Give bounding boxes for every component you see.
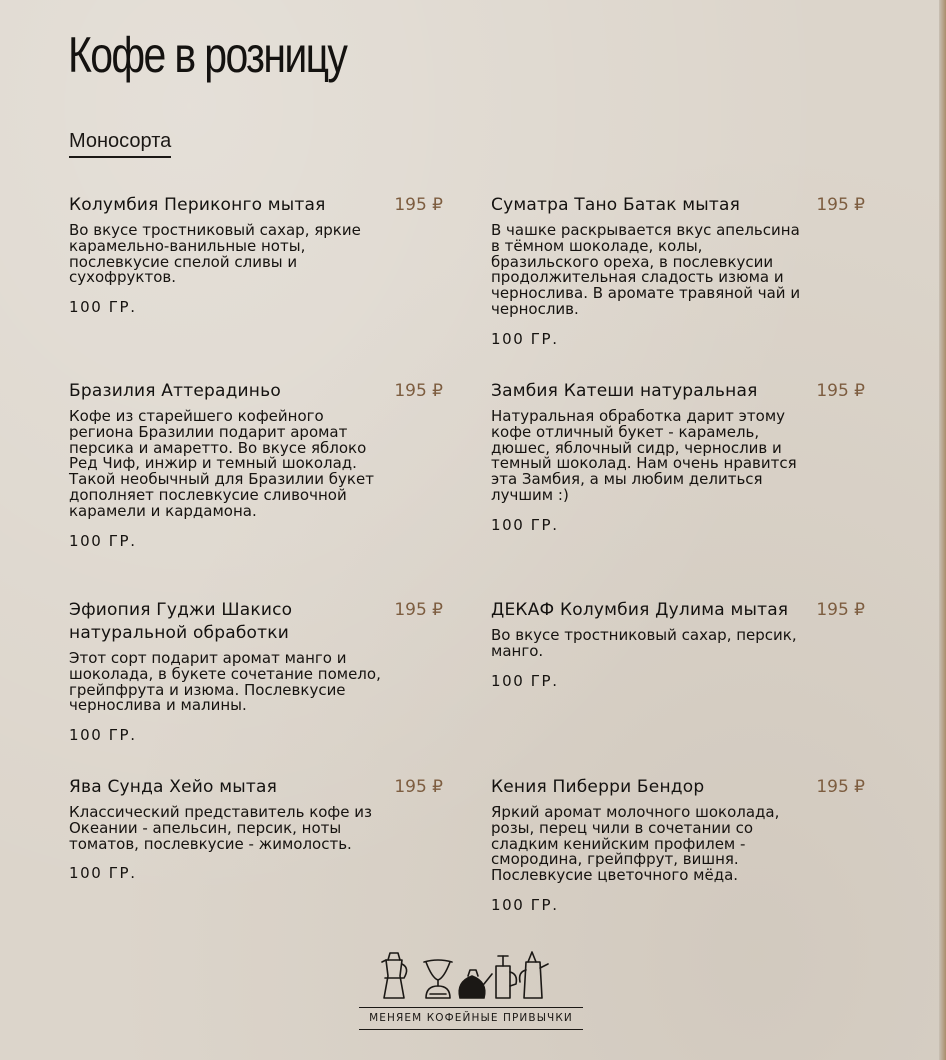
- item-weight: 100 ГР.: [491, 895, 559, 914]
- menu-item: [491, 599, 865, 690]
- item-name: Колумбия Периконго мытая: [69, 195, 326, 215]
- item-price: 195 ₽: [394, 600, 443, 620]
- item-description: Классический представитель кофе из Океании - апельсин, персик, ноты томатов, послевкусие - жимолость.: [69, 803, 372, 853]
- item-weight: 100 ГР.: [69, 298, 137, 317]
- item-name: Эфиопия Гуджи Шакисо натуральной обработки: [69, 600, 293, 643]
- menu-item: [491, 194, 865, 348]
- item-price: 195 ₽: [394, 777, 443, 797]
- menu-item: [69, 194, 443, 316]
- item-name: Замбия Катеши натуральная: [491, 381, 758, 401]
- menu-item: [69, 380, 443, 550]
- item-weight: 100 ГР.: [491, 329, 559, 348]
- item-weight: 100 ГР.: [491, 515, 559, 534]
- item-description: Натуральная обработка дарит этому кофе отличный букет - карамель, дюшес, яблочный сидр, чернослив и темный шоколад. Нам очень нравится эта Замбия, а мы любим делиться лучшим :): [491, 407, 797, 504]
- item-price: 195 ₽: [394, 381, 443, 401]
- item-description: Яркий аромат молочного шоколада, розы, перец чили в сочетании со сладким кенийским профилем - смородина, грейпфрут, вишня. Послевкусие цветочного мёда.: [491, 803, 780, 885]
- item-price: 195 ₽: [816, 381, 865, 401]
- menu-item: [69, 599, 443, 744]
- item-name: Суматра Тано Батак мытая: [491, 195, 741, 215]
- menu-item: [491, 380, 865, 534]
- item-description: В чашке раскрывается вкус апельсина в тёмном шоколаде, колы, бразильского ореха, в послевкусии продолжительная сладость изюма и чернослива. В аромате травяной чай и чернослив.: [491, 221, 801, 318]
- footer-slogan: МЕНЯЕМ КОФЕЙНЫЕ ПРИВЫЧКИ: [369, 1012, 573, 1024]
- item-description: Во вкусе тростниковый сахар, яркие карамельно-ванильные ноты, послевкусие спелой сливы и сухофруктов.: [69, 221, 361, 287]
- item-description: Во вкусе тростниковый сахар, персик, манго.: [491, 626, 797, 660]
- item-weight: 100 ГР.: [69, 726, 137, 745]
- menu-item: [491, 776, 865, 914]
- item-description: Этот сорт подарит аромат манго и шоколада, в букете сочетание помело, грейпфрута и изюма. Послевкусие чернослива и малины.: [69, 649, 381, 715]
- item-name: Бразилия Аттерадиньо: [69, 381, 281, 401]
- menu-item: [69, 776, 443, 882]
- item-weight: 100 ГР.: [69, 531, 137, 550]
- section-heading: Моносорта: [69, 130, 171, 158]
- item-weight: 100 ГР.: [491, 671, 559, 690]
- footer-divider-bottom: [359, 1029, 583, 1030]
- item-price: 195 ₽: [816, 600, 865, 620]
- item-name: Ява Сунда Хейо мытая: [69, 777, 278, 797]
- item-name: ДЕКАФ Колумбия Дулима мытая: [491, 600, 789, 620]
- item-weight: 100 ГР.: [69, 864, 137, 883]
- coffee-brewers-logo-icon: [376, 948, 556, 1006]
- page-title: Кофе в розницу: [68, 27, 347, 83]
- item-description: Кофе из старейшего кофейного региона Бразилии подарит аромат персика и амаретто. Во вкусе яблоко Ред Чиф, инжир и темный шоколад. Такой необычный для Бразилии букет дополняет послевкусие сливочной карамели и кардамона.: [69, 407, 374, 520]
- item-price: 195 ₽: [394, 195, 443, 215]
- item-name: Кения Пиберри Бендор: [491, 777, 705, 797]
- item-price: 195 ₽: [816, 195, 865, 215]
- footer-divider-top: [359, 1007, 583, 1008]
- item-price: 195 ₽: [816, 777, 865, 797]
- page-edge: [939, 0, 946, 1060]
